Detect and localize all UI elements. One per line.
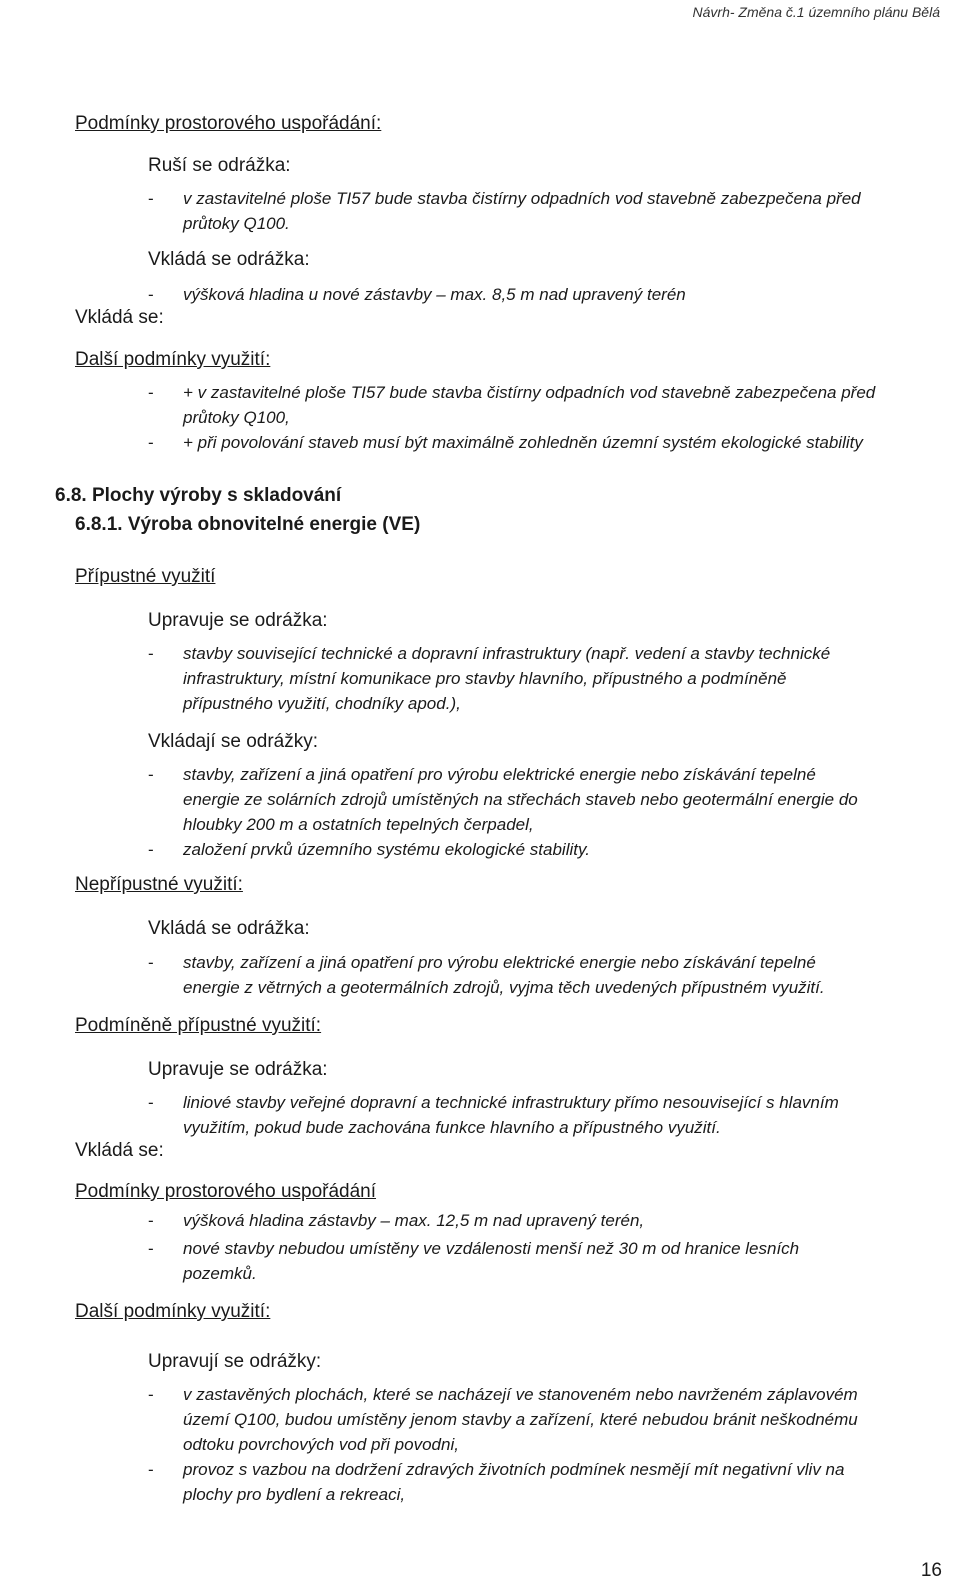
bullet-dash: - [148,644,154,663]
bullet-text-cont: infrastruktury, místní komunikace pro stavby hlavního, přípustného a podmíněně [183,669,787,688]
bullet-dash: - [148,189,154,208]
bullet-dash: - [148,765,154,784]
heading-further-conditions-ve: Další podmínky využití: [75,1301,271,1322]
bullet-text-cont: průtoky Q100, [183,408,290,427]
bullet-text-cont: plochy pro bydlení a rekreaci, [183,1485,406,1504]
bullet-text: stavby související technické a dopravní infrastruktury (např. vedení a stavby technické [183,644,831,663]
bullet-dash: - [148,1211,154,1230]
label-modified-bullet: Upravuje se odrážka: [148,610,328,631]
bullet-text-cont: pozemků. [183,1264,257,1283]
label-inserted-bullets: Vkládají se odrážky: [148,731,319,752]
label-inserted-bullet: Vkládá se odrážka: [148,249,310,270]
heading-conditional-use: Podmíněně přípustné využití: [75,1015,322,1036]
page-number: 16 [920,1560,942,1581]
heading-permitted-use: Přípustné využití [75,566,216,587]
bullet-text: provoz s vazbou na dodržení zdravých životních podmínek nesmějí mít negativní vliv na [183,1460,845,1479]
label-modified-bullet: Upravuje se odrážka: [148,1059,328,1080]
label-inserted: Vkládá se: [75,1140,164,1161]
bullet-dash: - [148,1460,154,1479]
bullet-text: v zastavitelné ploše TI57 bude stavba čistírny odpadních vod stavebně zabezpečena před [183,189,861,208]
bullet-text: založení prvků územního systému ekologické stability. [183,840,590,859]
label-inserted-bullet: Vkládá se odrážka: [148,918,310,939]
bullet-dash: - [148,1239,154,1258]
heading-prohibited-use: Nepřípustné využití: [75,874,243,895]
bullet-text-cont: energie z větrných a geotermálních zdrojů, vyjma těch uvedených přípustném využití. [183,978,825,997]
bullet-dash: - [148,1385,154,1404]
bullet-text: nové stavby nebudou umístěny ve vzdálenosti menší než 30 m od hranice lesních [183,1239,800,1258]
bullet-dash: - [148,953,154,972]
page-header: Návrh- Změna č.1 územního plánu Bělá [692,4,940,20]
bullet-text: výšková hladina zástavby – max. 12,5 m nad upravený terén, [183,1211,645,1230]
bullet-text: liniové stavby veřejné dopravní a technické infrastruktury přímo nesouvisející s hlavním [183,1093,839,1112]
bullet-text: + při povolování staveb musí být maximálně zohledněn územní systém ekologické stability [183,433,863,452]
label-modified-bullets: Upravují se odrážky: [148,1351,322,1372]
bullet-dash: - [148,840,154,859]
heading-further-conditions: Další podmínky využití: [75,349,271,370]
bullet-text-cont: odtoku povrchových vod při povodni, [183,1435,459,1454]
bullet-dash: - [148,1093,154,1112]
bullet-text-cont: hloubky 200 m a ostatních tepelných čerpadel, [183,815,534,834]
label-inserted: Vkládá se: [75,307,164,328]
heading-spatial-conditions-ve: Podmínky prostorového uspořádání [75,1181,377,1202]
bullet-text-cont: území Q100, budou umístěny jenom stavby a zařízení, které nebudou bránit neškodnému [183,1410,858,1429]
heading-spatial-conditions: Podmínky prostorového uspořádání: [75,113,382,134]
bullet-text: stavby, zařízení a jiná opatření pro výrobu elektrické energie nebo získávání tepelné [183,953,816,972]
bullet-text: výšková hladina u nové zástavby – max. 8,5 m nad upravený terén [183,285,686,304]
bullet-dash: - [148,383,154,402]
bullet-dash: - [148,433,154,452]
bullet-text-cont: energie ze solárních zdrojů umístěných na střechách staveb nebo geotermální energie do [183,790,858,809]
bullet-text: + v zastavitelné ploše TI57 bude stavba čistírny odpadních vod stavebně zabezpečena před [183,383,876,402]
bullet-text-cont: průtoky Q100. [183,214,290,233]
bullet-dash: - [148,285,154,304]
bullet-text-cont: využitím, pokud bude zachována funkce hlavního a přípustného využití. [183,1118,721,1137]
bullet-text: v zastavěných plochách, které se nacházejí ve stanoveném nebo navrženém záplavovém [183,1385,858,1404]
label-removed-bullet: Ruší se odrážka: [148,155,291,176]
bullet-text-cont: přípustného využití, chodníky apod.), [183,694,461,713]
subsection-heading: 6.8.1. Výroba obnovitelné energie (VE) [75,514,421,535]
bullet-text: stavby, zařízení a jiná opatření pro výrobu elektrické energie nebo získávání tepelné [183,765,816,784]
section-heading: 6.8. Plochy výroby s skladování [55,485,342,506]
